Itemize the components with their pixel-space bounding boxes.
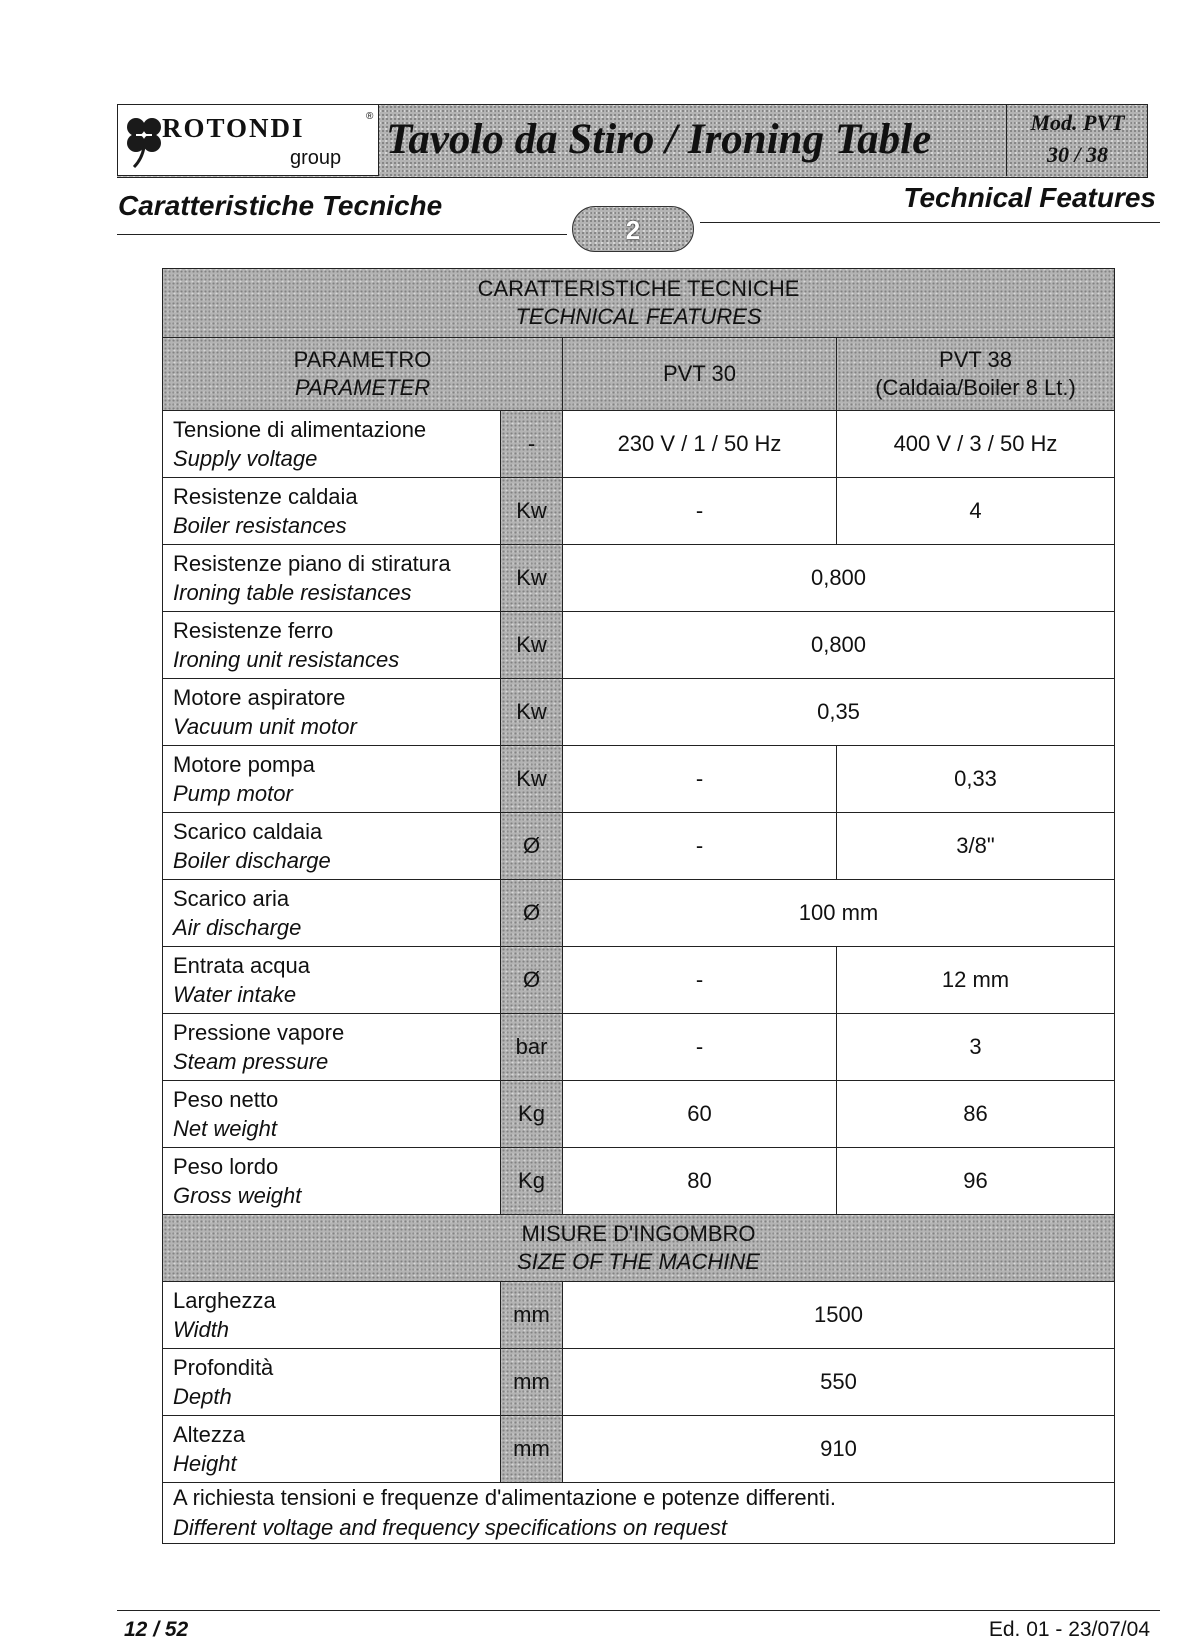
table-row — [163, 411, 1115, 478]
parameter-name-en: Air discharge — [173, 915, 302, 940]
footer-divider — [117, 1610, 1160, 1611]
size-section-title — [163, 1215, 1115, 1282]
parameter-cell — [163, 679, 501, 746]
value-cell-both: 910 — [563, 1416, 1115, 1483]
parameter-name-it: Scarico aria — [173, 886, 290, 911]
parameter-cell — [163, 1014, 501, 1081]
parameter-cell — [163, 612, 501, 679]
parameter-name-en: Ironing table resistances — [173, 580, 412, 605]
unit-cell: Kw — [501, 478, 563, 545]
parameter-name-en: Width — [173, 1317, 230, 1342]
value-cell-pvt38: 0,33 — [837, 746, 1115, 813]
parameter-cell — [163, 1282, 501, 1349]
parameter-name-en: Supply voltage — [173, 446, 318, 471]
parameter-cell — [163, 1081, 501, 1148]
unit-cell: Ø — [501, 880, 563, 947]
value-cell-pvt30: - — [563, 478, 837, 545]
unit-cell: mm — [501, 1282, 563, 1349]
unit-cell: Kg — [501, 1081, 563, 1148]
unit-cell: bar — [501, 1014, 563, 1081]
value-cell-pvt38: 12 mm — [837, 947, 1115, 1014]
footnote — [163, 1483, 1115, 1544]
parameter-cell — [163, 880, 501, 947]
value-cell-pvt30: - — [563, 746, 837, 813]
value-cell-pvt30: 80 — [563, 1148, 837, 1215]
section-title-it: Caratteristiche Tecniche — [118, 190, 443, 221]
parameter-name-it: Resistenze piano di stiratura — [173, 551, 451, 576]
value-cell-pvt30: - — [563, 813, 837, 880]
column-header-pvt38-line1: PVT 38 — [939, 347, 1012, 372]
parameter-name-en: Vacuum unit motor — [173, 714, 357, 739]
value-cell-pvt30: - — [563, 1014, 837, 1081]
parameter-name-it: Larghezza — [173, 1288, 276, 1313]
value-cell-pvt38: 3/8" — [837, 813, 1115, 880]
table-row — [163, 813, 1115, 880]
clover-logo-icon — [124, 113, 164, 169]
column-header-parameter — [163, 338, 563, 411]
value-cell-pvt30: 60 — [563, 1081, 837, 1148]
column-header-parameter-it: PARAMETRO — [293, 347, 432, 372]
column-header-pvt30: PVT 30 — [563, 338, 837, 411]
column-header-parameter-en: PARAMETER — [294, 375, 431, 400]
brand-name: ROTONDI — [162, 113, 305, 143]
size-section-title-en: SIZE OF THE MACHINE — [517, 1249, 760, 1274]
table-row — [163, 947, 1115, 1014]
unit-cell: Kg — [501, 1148, 563, 1215]
value-cell-pvt38: 86 — [837, 1081, 1115, 1148]
table-row — [163, 1081, 1115, 1148]
unit-cell: mm — [501, 1416, 563, 1483]
table-row — [163, 1349, 1115, 1416]
footnote-it: A richiesta tensioni e frequenze d'alimentazione e potenze differenti. — [173, 1485, 836, 1510]
brand-logo — [117, 104, 379, 176]
parameter-name-en: Net weight — [173, 1116, 277, 1141]
unit-cell: mm — [501, 1349, 563, 1416]
table-row — [163, 1148, 1115, 1215]
document-title: Tavolo da Stiro / Ironing Table — [386, 116, 932, 163]
parameter-cell — [163, 947, 501, 1014]
parameter-name-en: Water intake — [173, 982, 297, 1007]
section-divider-left — [117, 234, 567, 235]
size-section-title-it: MISURE D'INGOMBRO — [521, 1221, 756, 1246]
value-cell-pvt38: 400 V / 3 / 50 Hz — [837, 411, 1115, 478]
parameter-name-it: Motore aspiratore — [173, 685, 346, 710]
parameter-cell — [163, 1148, 501, 1215]
parameter-name-it: Entrata acqua — [173, 953, 310, 978]
page-number: 12 / 52 — [124, 1618, 189, 1641]
parameter-name-it: Altezza — [173, 1422, 246, 1447]
table-row — [163, 1282, 1115, 1349]
registered-mark: ® — [366, 111, 374, 122]
unit-cell: Kw — [501, 612, 563, 679]
parameter-name-en: Steam pressure — [173, 1049, 329, 1074]
parameter-name-en: Boiler discharge — [173, 848, 331, 873]
parameter-name-it: Peso netto — [173, 1087, 279, 1112]
model-box — [1006, 104, 1147, 176]
parameter-cell — [163, 1416, 501, 1483]
table-row — [163, 545, 1115, 612]
parameter-cell — [163, 478, 501, 545]
table-row — [163, 1014, 1115, 1081]
table-title — [163, 269, 1115, 338]
column-header-pvt38 — [837, 338, 1115, 411]
parameter-cell — [163, 746, 501, 813]
brand-sub: group — [290, 147, 342, 169]
value-cell-pvt38: 3 — [837, 1014, 1115, 1081]
value-cell-both: 0,35 — [563, 679, 1115, 746]
table-title-it: CARATTERISTICHE TECNICHE — [477, 276, 800, 301]
parameter-name-it: Resistenze caldaia — [173, 484, 358, 509]
table-title-en: TECHNICAL FEATURES — [515, 304, 762, 329]
parameter-name-en: Pump motor — [173, 781, 293, 806]
parameter-name-en: Gross weight — [173, 1183, 302, 1208]
column-header-pvt38-line2: (Caldaia/Boiler 8 Lt.) — [875, 375, 1076, 400]
value-cell-both: 0,800 — [563, 545, 1115, 612]
value-cell-both: 1500 — [563, 1282, 1115, 1349]
table-row — [163, 478, 1115, 545]
unit-cell: - — [501, 411, 563, 478]
parameter-name-it: Scarico caldaia — [173, 819, 323, 844]
value-cell-both: 100 mm — [563, 880, 1115, 947]
value-cell-pvt38: 4 — [837, 478, 1115, 545]
parameter-cell — [163, 813, 501, 880]
parameter-name-it: Profondità — [173, 1355, 274, 1380]
unit-cell: Kw — [501, 545, 563, 612]
value-cell-pvt30: - — [563, 947, 837, 1014]
value-cell-both: 0,800 — [563, 612, 1115, 679]
parameter-name-en: Depth — [173, 1384, 232, 1409]
value-cell-pvt30: 230 V / 1 / 50 Hz — [563, 411, 837, 478]
table-row — [163, 679, 1115, 746]
model-line-1: Mod. PVT — [1030, 110, 1125, 135]
parameter-name-it: Tensione di alimentazione — [173, 417, 427, 442]
spec-table — [162, 268, 1115, 1544]
parameter-name-en: Boiler resistances — [173, 513, 347, 538]
unit-cell: Ø — [501, 813, 563, 880]
section-title-en: Technical Features — [903, 182, 1156, 213]
parameter-name-it: Peso lordo — [173, 1154, 279, 1179]
table-row — [163, 746, 1115, 813]
table-row — [163, 1416, 1115, 1483]
parameter-cell — [163, 1349, 501, 1416]
parameter-cell — [163, 411, 501, 478]
value-cell-pvt38: 96 — [837, 1148, 1115, 1215]
parameter-name-en: Height — [173, 1451, 237, 1476]
section-number-badge: 2 — [572, 206, 694, 252]
section-divider-right — [700, 222, 1160, 223]
parameter-name-it: Motore pompa — [173, 752, 315, 777]
unit-cell: Kw — [501, 746, 563, 813]
unit-cell: Ø — [501, 947, 563, 1014]
parameter-cell — [163, 545, 501, 612]
edition-date: Ed. 01 - 23/07/04 — [988, 1618, 1150, 1641]
parameter-name-it: Resistenze ferro — [173, 618, 334, 643]
parameter-name-en: Ironing unit resistances — [173, 647, 400, 672]
value-cell-both: 550 — [563, 1349, 1115, 1416]
model-line-2: 30 / 38 — [1046, 142, 1109, 167]
parameter-name-it: Pressione vapore — [173, 1020, 345, 1045]
table-row — [163, 880, 1115, 947]
footnote-en: Different voltage and frequency specifications on request — [173, 1515, 727, 1540]
table-row — [163, 612, 1115, 679]
unit-cell: Kw — [501, 679, 563, 746]
